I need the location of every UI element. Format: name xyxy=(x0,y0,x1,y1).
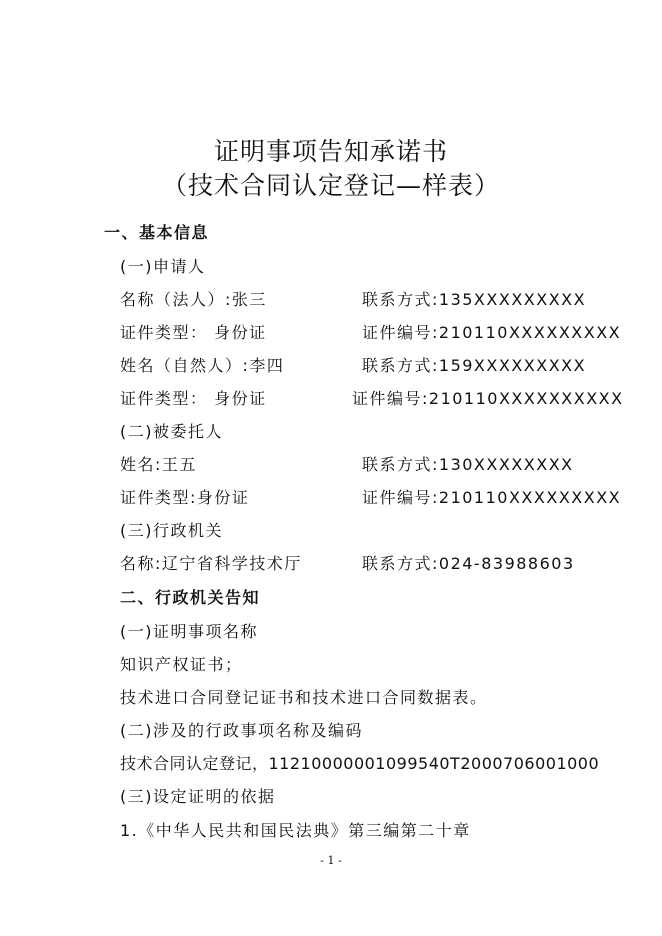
delegate-heading: (二)被委托人 xyxy=(120,422,223,441)
doc-subtitle: （技术合同认定登记—样表） xyxy=(161,171,500,200)
section1-heading: 一、基本信息 xyxy=(104,223,210,242)
authority-name: 名称:辽宁省科学技术厅 xyxy=(120,554,302,573)
applicant-legal-name: 名称（法人）:张三 xyxy=(120,290,267,309)
applicant-natural-name: 姓名（自然人）:李四 xyxy=(120,356,285,375)
item3-heading: (三)设定证明的依据 xyxy=(120,787,276,806)
delegate-id-type: 证件类型:身份证 xyxy=(120,488,250,507)
item1-line2: 技术进口合同登记证书和技术进口合同数据表。 xyxy=(120,688,488,707)
authority-heading: (三)行政机关 xyxy=(120,521,223,540)
item2-heading: (二)涉及的行政事项名称及编码 xyxy=(120,721,363,740)
delegate-id-number: 证件编号:210110XXXXXXXXX xyxy=(362,488,622,507)
applicant-natural-id-number: 证件编号:210110XXXXXXXXXX xyxy=(352,389,624,408)
item3-line: 1.《中华人民共和国民法典》第三编第二十章 xyxy=(120,821,471,840)
applicant-legal-contact: 联系方式:135XXXXXXXXX xyxy=(362,290,587,309)
applicant-legal-id-number: 证件编号:210110XXXXXXXXX xyxy=(362,323,622,342)
doc-title: 证明事项告知承诺书 xyxy=(213,137,448,166)
applicant-heading: (一)申请人 xyxy=(120,257,206,276)
item1-line1: 知识产权证书； xyxy=(120,655,243,674)
applicant-legal-id-type: 证件类型： 身份证 xyxy=(120,323,267,342)
applicant-natural-contact: 联系方式:159XXXXXXXXX xyxy=(362,356,587,375)
section2-heading: 二、行政机关告知 xyxy=(120,588,261,607)
item2-line: 技术合同认定登记，11210000001099540T2000706001000 xyxy=(120,754,600,773)
item1-heading: (一)证明事项名称 xyxy=(120,622,258,641)
authority-contact: 联系方式:024-83988603 xyxy=(362,554,575,573)
delegate-contact: 联系方式:130XXXXXXXX xyxy=(362,455,574,474)
delegate-name: 姓名:王五 xyxy=(120,455,197,474)
page-number: - 1 - xyxy=(320,854,342,867)
applicant-natural-id-type: 证件类型： 身份证 xyxy=(120,389,267,408)
